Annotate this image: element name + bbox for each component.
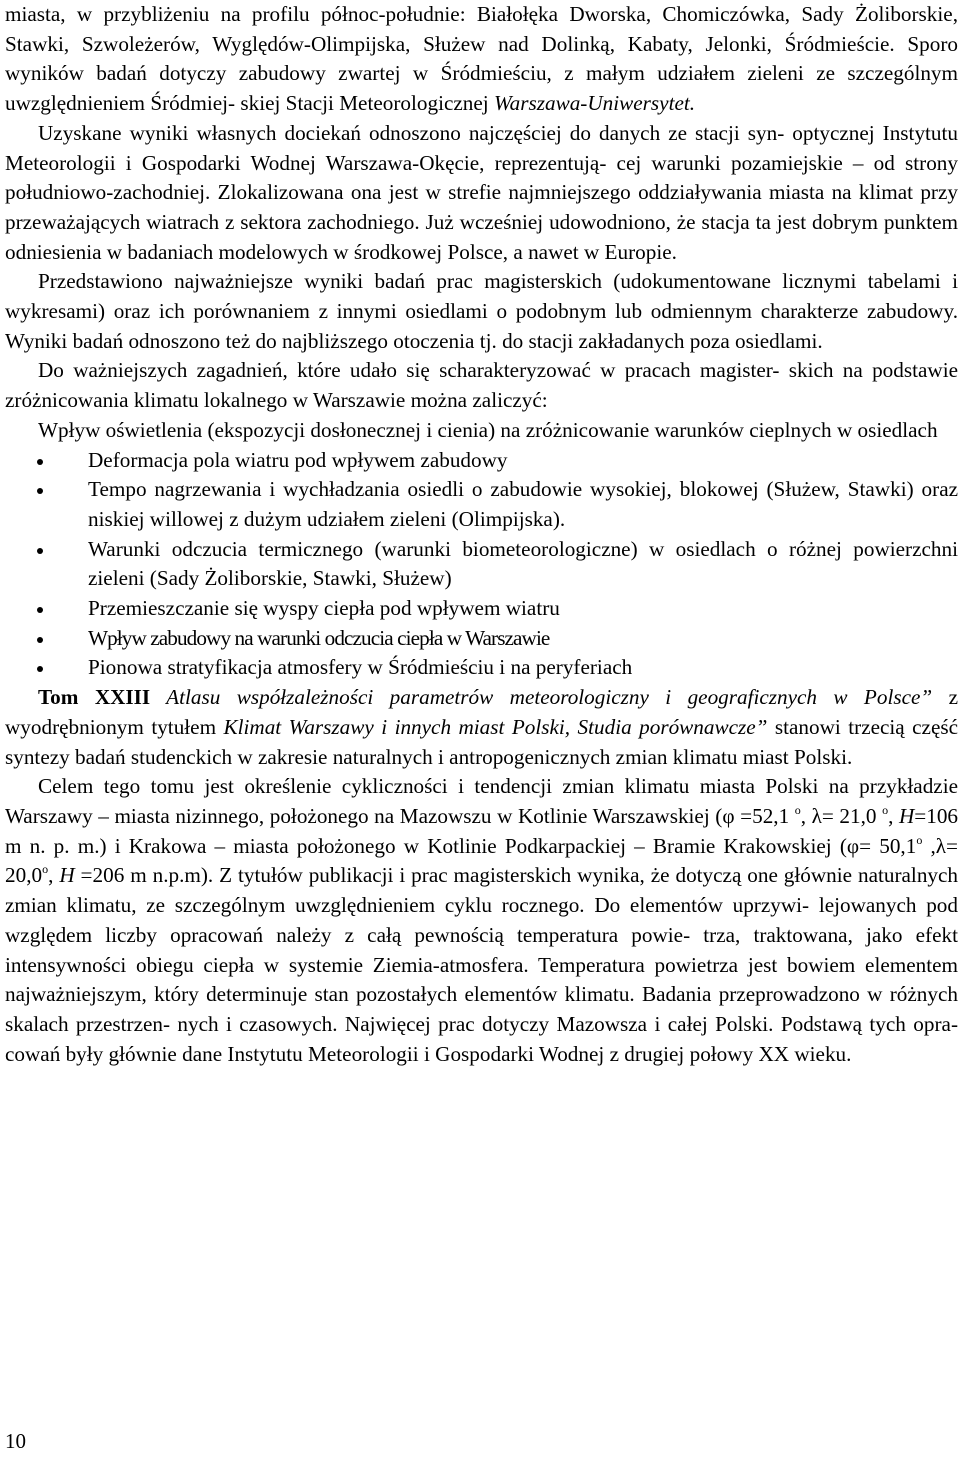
issues-bullet-list xyxy=(5,446,958,684)
bullet-item: Wpływ zabudowy na warunki odczucia ciepła w Warszawie xyxy=(5,624,958,654)
paragraph-lighting: Wpływ oświetlenia (ekspozycji dosłonecznej i cienia) na zróżnicowanie warunków cieplnych w osiedlach xyxy=(38,417,938,442)
atlas-title-italic: Atlasu współzależności parametrów meteorologiczny i geograficznych w Polsce” xyxy=(150,685,933,710)
bullet-item: Tempo nagrzewania i wychładzania osiedli o zabudowie wysokiej, blokowej (Służew, Stawki) oraz niskiej willowej z dużym udziałem zieleni (Olimpijska). xyxy=(5,475,958,534)
paragraph-issues: Do ważniejszych zagadnień, które udało się scharakteryzować w pracach magister- skich na podstawie zróżnicowania klimatu lokalnego w Warszawie można zaliczyć: xyxy=(5,358,958,413)
bullet-dot-icon xyxy=(37,459,43,465)
bullet-dot-icon xyxy=(37,637,43,643)
paragraph-results: Przedstawiono najważniejsze wyniki badań prac magisterskich (udokumentowane licznymi tabelami i wykresami) oraz ich porównaniem z innymi osiedlami o podobnym lub odmiennym charakterze zabudowy. Wyniki badań odnoszono też do najbliższego otoczenia tj. do stacji zakładanych poza osiedlami. xyxy=(5,269,958,353)
paragraph-okecie: Uzyskane wyniki własnych dociekań odnoszono najczęściej do danych ze stacji syn- optycznej Instytutu Meteorologii i Gospodarki Wodnej Warszawa-Okęcie, reprezentują- cej warunki pozamiejskie – od strony południowo-zachodniej. Zlokalizowana ona jest w strefie najmniejszego oddziaływania miasta na klimat przy przeważających wiatrach z sektora zachodniego. Już wcześniej udowodniono, że stacja ta jest dobrym punktem odniesienia w badaniach modelowych w środkowej Polsce, a nawet w Europie. xyxy=(5,120,958,264)
paragraph-aim: Celem tego tomu jest określenie cykliczności i tendencji zmian klimatu miasta Polski na przykładzie Warszawy – miasta nizinnego, położonego na Mazowszu w Kotlinie Warszawskiej (φ =52,1 $^o$, λ= 21,0 $^o$, H=106 m n. p. m.) i Krakowa – miasta położonego w Kotlinie Podkarpackiej – Bramie Krakowskiej ($\varphi= 50,1^o$ $,\lambda= 20,0^o$, H =206 m n.p.m). Z tytułów publikacji i prac magisterskich wynika, że dotyczą one głównie naturalnych zmian klimatu, ze szczególnym uwzględnieniem cyklu rocznego. Do elementów uprzywi- lejowanych pod względem liczby opracowań należy z całą pewnością temperatura powie- trza, traktowana, jako efekt intensywności obiegu ciepła w systemie Ziemia-atmosfera. Temperatura powietrza jest bowiem elementem najważniejszym, który determinuje stan pozostałych elementów klimatu. Badania przeprowadzono w różnych skalach przestrzen- nych i czasowych. Najwięcej prac dotyczy Mazowsza i całej Polski. Podstawą tych opra- cowań były głównie dane Instytutu Meteorologii i Gospodarki Wodnej z drugiej połowy XX wieku. xyxy=(5,774,959,1066)
tom-title-bold: Tom XXIII xyxy=(38,685,151,710)
bullet-item: Przemieszczanie się wyspy ciepła pod wpływem wiatru xyxy=(5,594,958,624)
bullet-item: Pionowa stratyfikacja atmosfery w Śródmieściu i na peryferiach xyxy=(5,653,958,683)
climate-title-italic: Klimat Warszawy i innych miast Polski, Studia porównawcze” xyxy=(223,714,768,739)
bullet-dot-icon xyxy=(37,607,43,613)
bullet-dot-icon xyxy=(37,666,43,672)
paragraph-stations xyxy=(5,0,958,119)
bullet-item: Deformacja pola wiatru pod wpływem zabudowy xyxy=(5,446,958,476)
station-name-italic: Warszawa-Uniwersytet. xyxy=(493,91,696,116)
paragraph-tom: Tom XXIII Atlasu współzależności parametrów meteorologiczny i geograficznych w Polsce” z wyodrębnionym tytułem Klimat Warszawy i innych miast Polski, Studia porównawcze” stanowi trzecią część syntezy badań studenckich w zakresie naturalnych i antropogenicznych zmian klimatu miast Polski. xyxy=(5,685,959,769)
page-number: 10 xyxy=(5,1429,26,1453)
document-page xyxy=(5,0,958,1069)
bullet-dot-icon xyxy=(37,548,43,554)
bullet-item: Warunki odczucia termicznego (warunki biometeorologiczne) w osiedlach o różnej powierzchni zieleni (Sady Żoliborskie, Stawki, Służew) xyxy=(5,535,958,594)
bullet-dot-icon xyxy=(37,488,43,494)
paragraph-stations-text: miasta, w przybliżeniu na profilu północ-południe: Białołęka Dworska, Chomiczówka, Sady Żoliborskie, Stawki, Szwoleżerów, Wyględów-Olimpijska, Służew nad Dolinką, Kabaty, Jelonki, Śródmieście. Sporo wyników badań dotyczy zabudowy zwartej w Śródmieściu, z małym udziałem zieleni ze szczególnym uwzględnieniem Śródmiej- skiej Stacji Meteorologicznej xyxy=(5,2,958,116)
